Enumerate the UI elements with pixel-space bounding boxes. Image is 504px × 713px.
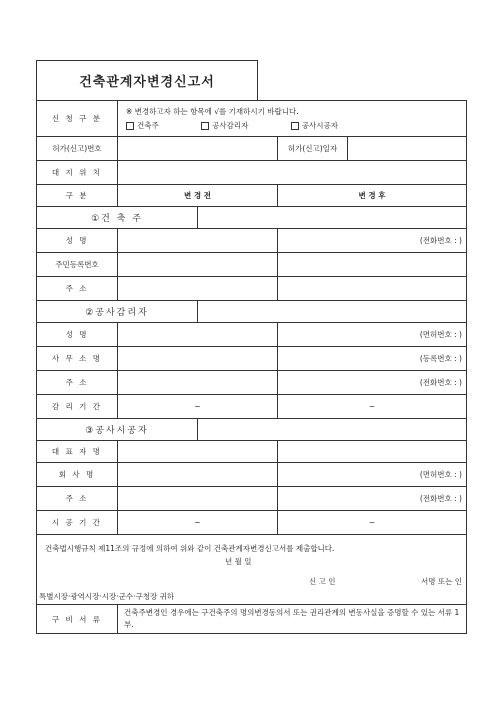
application-checkbox-group xyxy=(126,120,378,131)
section-blank xyxy=(197,301,466,322)
checkbox-icon[interactable] xyxy=(201,122,209,130)
permit-date-label: 허가(신고)일자 xyxy=(277,137,347,160)
checkbox-icon[interactable] xyxy=(291,122,299,130)
application-row xyxy=(36,100,467,136)
application-label: 신 청 구 분 xyxy=(51,114,103,123)
checkbox-icon[interactable] xyxy=(126,122,134,130)
declaration-row xyxy=(36,534,467,604)
owner-address-after[interactable] xyxy=(277,277,466,300)
owner-name-label: 성 명 xyxy=(65,236,89,245)
supervisor-office-row xyxy=(36,346,467,370)
form-title: 건축관계자변경신고서 xyxy=(36,60,258,100)
contractor-period-row xyxy=(36,510,467,534)
owner-rrn-label: 주민등록번호 xyxy=(55,260,99,269)
supervisor-address-before[interactable] xyxy=(117,371,277,394)
contractor-company-after[interactable]: (면허번호 : ) xyxy=(277,463,466,486)
site-row xyxy=(36,160,467,184)
supervisor-name-before[interactable] xyxy=(117,323,277,346)
supervisor-name-after[interactable]: (면허번호 : ) xyxy=(277,323,466,346)
supervisor-office-label: 사 무 소 명 xyxy=(51,354,103,363)
supervisor-period-row xyxy=(36,394,467,418)
contractor-address-row xyxy=(36,486,467,510)
contractor-company-row xyxy=(36,462,467,486)
option-contractor[interactable]: 공사시공자 xyxy=(291,120,338,131)
contractor-address-before[interactable] xyxy=(117,487,277,510)
owner-name-before[interactable] xyxy=(117,229,277,252)
owner-address-before[interactable] xyxy=(117,277,277,300)
supervisor-section-header xyxy=(36,300,467,322)
contractor-rep-label: 대 표 자 명 xyxy=(51,447,103,456)
section-blank xyxy=(197,419,466,440)
contractor-header: ③공사시공자 xyxy=(85,426,149,436)
contractor-rep-after[interactable] xyxy=(277,441,466,462)
documents-label: 구 비 서 류 xyxy=(51,614,103,624)
owner-rrn-after[interactable] xyxy=(277,253,466,276)
supervisor-period-after[interactable]: ~ xyxy=(277,395,466,418)
supervisor-office-before[interactable] xyxy=(117,347,277,370)
addressee: 특별시장·광역시장·시장·군수·구청장 귀하 xyxy=(39,592,175,601)
contractor-rep-row xyxy=(36,440,467,462)
declaration-statement: 건축법시행규칙 제11조의 규정에 의하여 위와 같이 건축관계자변경신고서를 제출합니다. xyxy=(45,544,335,553)
option-owner[interactable]: 건축주 xyxy=(126,120,159,131)
permit-date-field[interactable] xyxy=(347,137,466,160)
contractor-rep-before[interactable] xyxy=(117,441,277,462)
supervisor-office-after[interactable]: (등록번호 : ) xyxy=(277,347,466,370)
supervisor-address-row xyxy=(36,370,467,394)
category-header: 구 분 xyxy=(65,191,89,200)
site-field[interactable] xyxy=(117,161,466,184)
documents-row xyxy=(36,604,467,634)
application-options xyxy=(117,101,466,136)
owner-rrn-row xyxy=(36,252,467,276)
contractor-address-label: 주 소 xyxy=(65,494,89,503)
supervisor-name-label: 성 명 xyxy=(65,330,89,339)
applicant-label: 신 고 인 xyxy=(309,577,336,586)
owner-name-row xyxy=(36,228,467,252)
contractor-section-header xyxy=(36,418,467,440)
supervisor-name-row xyxy=(36,322,467,346)
contractor-address-after[interactable]: (전화번호 : ) xyxy=(277,487,466,510)
supervisor-header: ②공사감리자 xyxy=(85,308,149,318)
contractor-company-label: 회 사 명 xyxy=(58,470,96,479)
documents-text: 건축주변경인 경우에는 구건축주의 명의변경동의서 또는 권리관계의 변동사실을 증명할 수 있는 서류 1부. xyxy=(117,605,466,633)
contractor-period-after[interactable]: ~ xyxy=(277,511,466,534)
signature-field[interactable]: 서명 또는 인 xyxy=(421,577,462,586)
after-header: 변 경 후 xyxy=(277,185,466,206)
application-notice: ※ 변경하고자 하는 항목에 √를 기재하시기 바랍니다. xyxy=(126,107,299,116)
contractor-company-before[interactable] xyxy=(117,463,277,486)
supervisor-address-after[interactable]: (전화번호 : ) xyxy=(277,371,466,394)
supervisor-address-label: 주 소 xyxy=(65,378,89,387)
section-blank xyxy=(197,207,466,228)
site-label: 대 지 위 치 xyxy=(51,168,103,177)
supervisor-period-label: 감 리 기 간 xyxy=(51,402,103,411)
permit-number-field[interactable] xyxy=(117,137,277,160)
supervisor-period-before[interactable]: ~ xyxy=(117,395,277,418)
before-header: 변 경 전 xyxy=(117,185,277,206)
declaration-block xyxy=(37,535,466,604)
owner-section-header xyxy=(36,206,467,228)
permit-row xyxy=(36,136,467,160)
permit-number-label: 허가(신고)번호 xyxy=(52,144,102,153)
contractor-period-label: 시 공 기 간 xyxy=(51,518,103,527)
owner-address-label: 주 소 xyxy=(65,284,89,293)
owner-rrn-before[interactable] xyxy=(117,253,277,276)
owner-name-after[interactable]: (전화번호 : ) xyxy=(277,229,466,252)
contractor-period-before[interactable]: ~ xyxy=(117,511,277,534)
owner-address-row xyxy=(36,276,467,300)
owner-header: ①건 축 주 xyxy=(91,214,143,224)
column-header-row xyxy=(36,184,467,206)
option-supervisor[interactable]: 공사감리자 xyxy=(201,120,248,131)
declaration-date[interactable]: 년 월 일 xyxy=(225,557,252,566)
form-table xyxy=(36,100,467,634)
